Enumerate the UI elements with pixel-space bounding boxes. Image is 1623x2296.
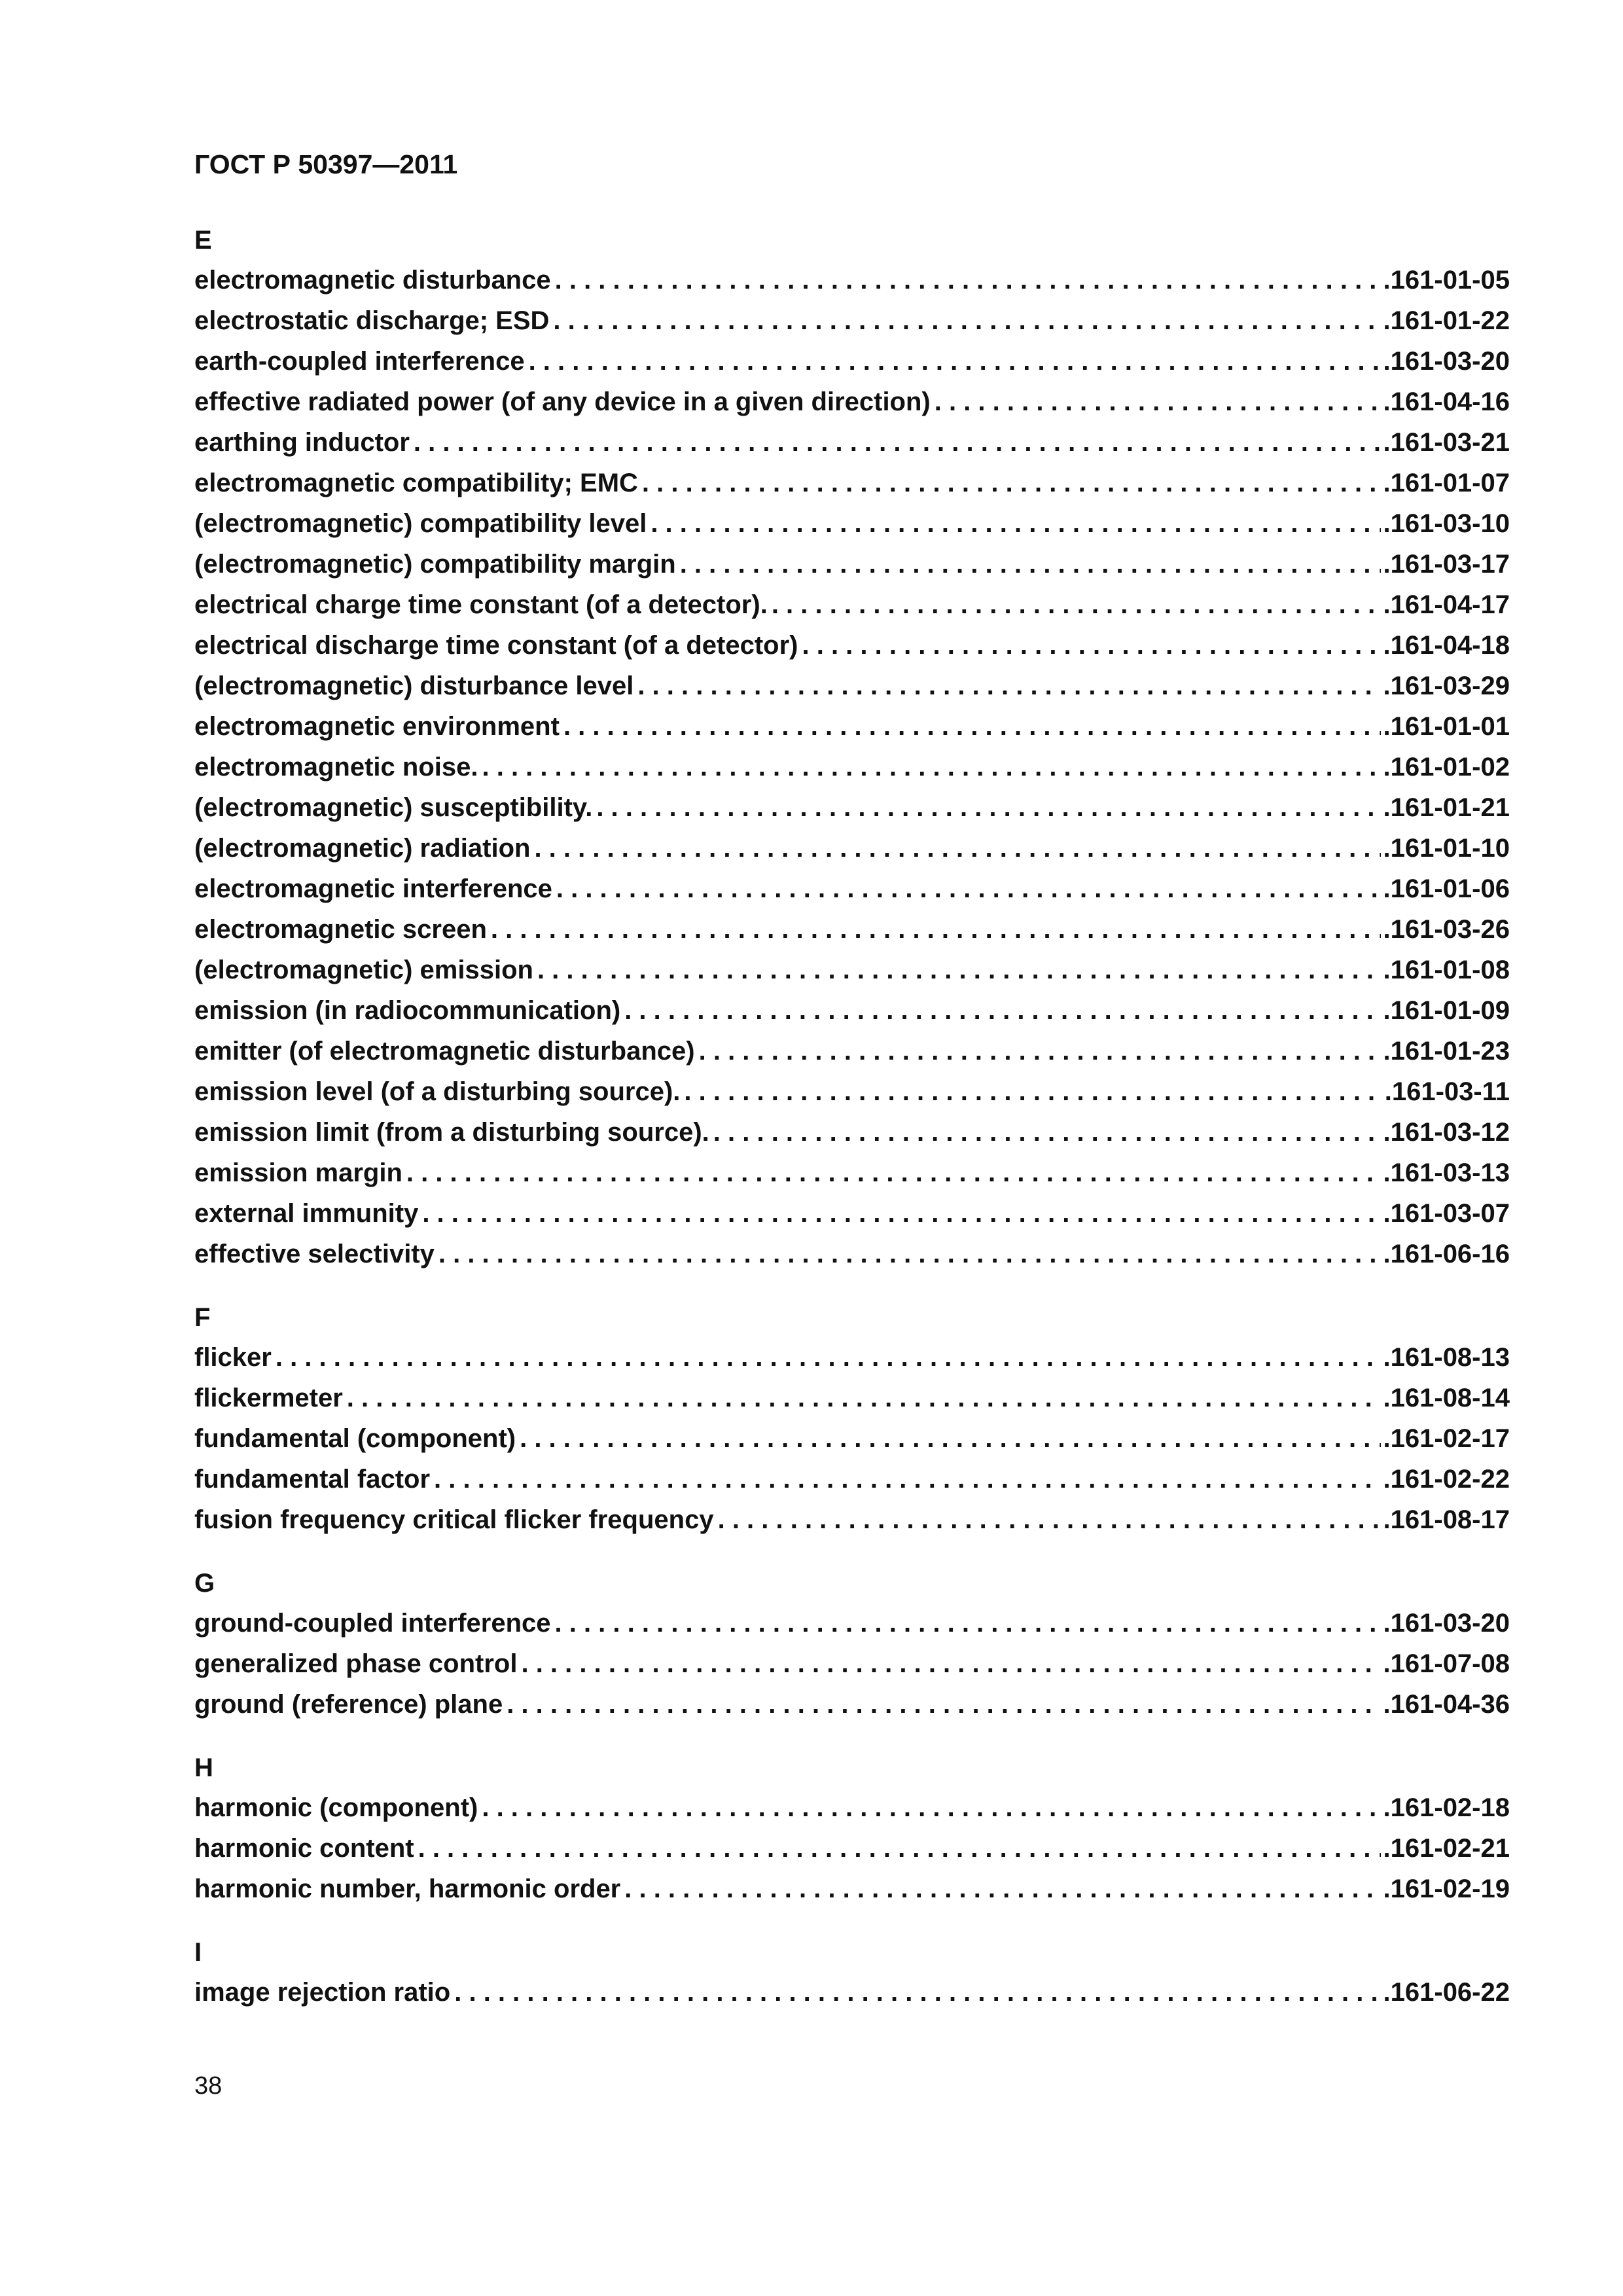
index-entry [194, 1869, 1510, 1909]
entry-term: ground (reference) plane [194, 1690, 503, 1719]
dot-leader [718, 1499, 1381, 1540]
index-entry [194, 463, 1510, 503]
section-letter: H [194, 1753, 213, 1782]
entry-term: earth-coupled interference [194, 347, 525, 376]
section-letter: F [194, 1303, 211, 1332]
section-entries [194, 1972, 1510, 2013]
dot-leader [414, 422, 1381, 463]
entry-code: .161-02-22 [1383, 1465, 1510, 1494]
index-entry [194, 1234, 1510, 1274]
dot-leader [684, 1071, 1382, 1112]
dot-leader [772, 584, 1381, 625]
entry-code: .161-02-17 [1383, 1424, 1510, 1453]
entry-term: electrical discharge time constant (of a detector) [194, 631, 798, 660]
entry-term: flicker [194, 1343, 272, 1372]
dot-leader [438, 1234, 1381, 1274]
section-entries [194, 1603, 1510, 1725]
entry-term: fusion frequency critical flicker frequency [194, 1505, 714, 1534]
dot-leader [596, 787, 1380, 828]
entry-code: .161-06-16 [1383, 1240, 1510, 1268]
index-entry [194, 1071, 1510, 1112]
dot-leader [624, 1869, 1380, 1909]
entry-term: fundamental (component) [194, 1424, 516, 1453]
dot-leader [276, 1337, 1381, 1378]
document-header: ГОСТ Р 50397—2011 [194, 149, 458, 179]
term-index [194, 221, 1510, 2036]
index-entry [194, 503, 1510, 544]
index-entry [194, 1418, 1510, 1459]
dot-leader [507, 1684, 1380, 1725]
entry-code: .161-04-16 [1383, 387, 1510, 416]
dot-leader [713, 1112, 1381, 1153]
dot-leader [556, 869, 1381, 909]
index-entry [194, 1972, 1510, 2013]
index-entry [194, 1459, 1510, 1499]
index-entry [194, 990, 1510, 1031]
dot-leader [529, 341, 1381, 382]
entry-code: .161-03-13 [1383, 1158, 1510, 1187]
entry-code: .161-08-17 [1383, 1505, 1510, 1534]
entry-code: .161-07-08 [1383, 1649, 1510, 1678]
entry-code: .161-01-05 [1383, 266, 1510, 295]
dot-leader [555, 1603, 1381, 1643]
entry-term: emission limit (from a disturbing source). [194, 1118, 709, 1147]
section-letter: I [194, 1938, 202, 1967]
entry-code: .161-03-29 [1383, 672, 1510, 700]
entry-code: .161-03-17 [1383, 550, 1510, 579]
entry-term: electrical charge time constant (of a detector). [194, 590, 768, 619]
dot-leader [537, 950, 1381, 990]
entry-term: (electromagnetic) radiation [194, 834, 531, 863]
entry-term: (electromagnetic) susceptibility. [194, 793, 593, 822]
entry-term: harmonic (component) [194, 1793, 478, 1822]
entry-term: (electromagnetic) compatibility margin [194, 550, 676, 579]
entry-term: earthing inductor [194, 428, 410, 457]
dot-leader [491, 909, 1381, 950]
dot-leader [651, 503, 1380, 544]
entry-term: electromagnetic environment [194, 712, 560, 741]
entry-term: image rejection ratio [194, 1978, 451, 2007]
entry-term: electromagnetic screen [194, 915, 487, 944]
entry-code: .161-01-06 [1383, 874, 1510, 903]
entry-code: .161-01-01 [1383, 712, 1510, 741]
entry-code: .161-04-17 [1383, 590, 1510, 619]
entry-term: electrostatic discharge; ESD [194, 306, 550, 335]
index-entry [194, 382, 1510, 422]
dot-leader [624, 990, 1380, 1031]
entry-code: .161-03-12 [1383, 1118, 1510, 1147]
entry-code: .161-08-14 [1383, 1384, 1510, 1412]
index-entry [194, 787, 1510, 828]
index-entry [194, 260, 1510, 300]
index-entry [194, 1153, 1510, 1193]
index-entry [194, 1684, 1510, 1725]
index-entry [194, 1378, 1510, 1418]
dot-leader [520, 1418, 1380, 1459]
dot-leader [422, 1193, 1380, 1234]
entry-code: .161-03-20 [1383, 1609, 1510, 1638]
entry-code: .161-04-18 [1383, 631, 1510, 660]
index-entry [194, 909, 1510, 950]
page-number: 38 [194, 2072, 223, 2100]
entry-term: effective selectivity [194, 1240, 435, 1268]
dot-leader [418, 1828, 1381, 1869]
entry-term: electromagnetic compatibility; EMC [194, 469, 638, 497]
entry-term: electromagnetic disturbance [194, 266, 551, 295]
index-entry [194, 1112, 1510, 1153]
entry-term: ground-coupled interference [194, 1609, 551, 1638]
entry-code: .161-02-18 [1383, 1793, 1510, 1822]
dot-leader [680, 544, 1381, 584]
entry-term: external immunity [194, 1199, 419, 1228]
dot-leader [935, 382, 1381, 422]
dot-leader [563, 706, 1381, 747]
entry-term: (electromagnetic) disturbance level [194, 672, 634, 700]
dot-leader [555, 260, 1381, 300]
entry-code: .161-01-22 [1383, 306, 1510, 335]
dot-leader [347, 1378, 1381, 1418]
dot-leader [802, 625, 1380, 666]
entry-term: fundamental factor [194, 1465, 431, 1494]
entry-term: (electromagnetic) compatibility level [194, 509, 647, 538]
dot-leader [534, 828, 1380, 869]
index-entry [194, 950, 1510, 990]
dot-leader [637, 666, 1380, 706]
index-entry [194, 584, 1510, 625]
entry-code: .161-01-09 [1383, 996, 1510, 1025]
entry-code: .161-01-21 [1383, 793, 1510, 822]
index-entry [194, 1193, 1510, 1234]
entry-term: harmonic content [194, 1834, 414, 1863]
index-entry [194, 1603, 1510, 1643]
dot-leader [406, 1153, 1381, 1193]
entry-code: .161-08-13 [1383, 1343, 1510, 1372]
dot-leader [454, 1972, 1380, 2013]
section-letter: E [194, 226, 212, 255]
entry-term: generalized phase control [194, 1649, 518, 1678]
dot-leader [482, 747, 1380, 787]
dot-leader [553, 300, 1380, 341]
index-entry [194, 706, 1510, 747]
dot-leader [642, 463, 1381, 503]
entry-term: (electromagnetic) emission [194, 956, 533, 984]
entry-code: .161-01-02 [1383, 753, 1510, 781]
entry-term: flickermeter [194, 1384, 343, 1412]
entry-code: .161-03-20 [1383, 347, 1510, 376]
index-entry [194, 300, 1510, 341]
index-entry [194, 422, 1510, 463]
entry-code: .161-04-36 [1383, 1690, 1510, 1719]
entry-term: electromagnetic noise. [194, 753, 478, 781]
section-entries [194, 260, 1510, 1274]
index-entry [194, 747, 1510, 787]
entry-code: .161-01-07 [1383, 469, 1510, 497]
index-entry [194, 828, 1510, 869]
entry-term: effective radiated power (of any device in a given direction) [194, 387, 931, 416]
index-entry [194, 1499, 1510, 1540]
dot-leader [434, 1459, 1380, 1499]
section-entries [194, 1787, 1510, 1909]
entry-term: emission level (of a disturbing source). [194, 1077, 681, 1106]
entry-code: .161-03-21 [1383, 428, 1510, 457]
entry-code: .161-03-11 [1384, 1077, 1510, 1106]
entry-code: .161-01-10 [1383, 834, 1510, 863]
entry-code: .161-02-19 [1383, 1874, 1510, 1903]
entry-code: .161-06-22 [1383, 1978, 1510, 2007]
index-entry [194, 1031, 1510, 1071]
section-entries [194, 1337, 1510, 1540]
entry-code: .161-03-10 [1383, 509, 1510, 538]
entry-code: .161-03-26 [1383, 915, 1510, 944]
index-entry [194, 666, 1510, 706]
entry-code: .161-01-08 [1383, 956, 1510, 984]
index-entry [194, 1828, 1510, 1869]
index-entry [194, 625, 1510, 666]
entry-term: emitter (of electromagnetic disturbance) [194, 1037, 695, 1066]
index-entry [194, 869, 1510, 909]
dot-leader [699, 1031, 1381, 1071]
entry-code: .161-01-23 [1383, 1037, 1510, 1066]
index-entry [194, 1337, 1510, 1378]
index-entry [194, 341, 1510, 382]
dot-leader [521, 1643, 1380, 1684]
entry-term: emission (in radiocommunication) [194, 996, 621, 1025]
entry-term: emission margin [194, 1158, 402, 1187]
index-entry [194, 1643, 1510, 1684]
entry-term: electromagnetic interference [194, 874, 552, 903]
entry-term: harmonic number, harmonic order [194, 1874, 621, 1903]
index-entry [194, 544, 1510, 584]
entry-code: .161-03-07 [1383, 1199, 1510, 1228]
index-entry [194, 1787, 1510, 1828]
entry-code: .161-02-21 [1383, 1834, 1510, 1863]
section-letter: G [194, 1569, 215, 1598]
dot-leader [482, 1787, 1380, 1828]
